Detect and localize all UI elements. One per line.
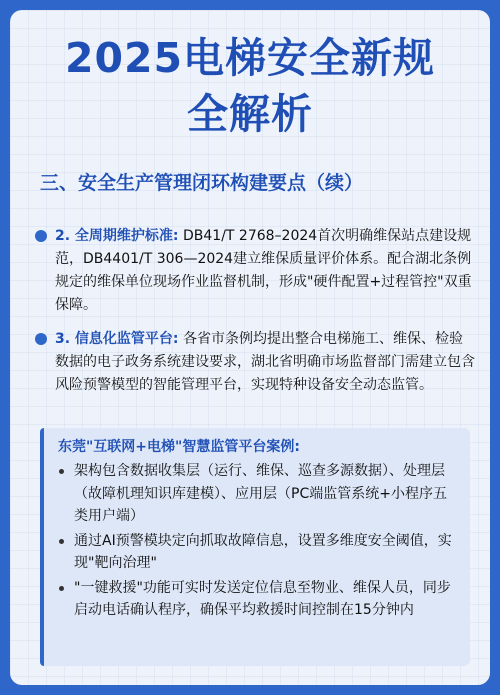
title-line-2: 全解析: [187, 90, 313, 138]
item-body: 各省市条例均提出整合电梯施工、维保、检验数据的电子政务系统建设要求，湖北省明确市场监督部门需建立包含风险预警模型的智能管理平台，实现特种设备安全动态监管。: [55, 331, 475, 393]
accent-bar: [40, 428, 44, 666]
case-points-list: [54, 460, 459, 624]
item-text: [55, 328, 475, 397]
item-body: DB41/T 2768–2024首次明确维保站点建设规范，DB4401/T 306—2024建立维保质量评价体系。配合湖北条例规定的维保单位现场作业监督机制，形成"硬件配置+过程管控"双重保障。: [55, 228, 472, 313]
case-point-text: 通过AI预警模块定向抓取故障信息，设置多维度安全阈值，实现"靶向治理": [74, 532, 452, 571]
case-study-box: [40, 428, 470, 666]
bullet-icon: [59, 469, 64, 474]
bullet-dot-icon: [35, 230, 47, 242]
section-heading: 三、安全生产管理闭环构建要点（续）: [40, 172, 364, 194]
case-point-text: "一键救援"功能可实时发送定位信息至物业、维保人员，同步启动电话确认程序，确保平均救援时间控制在15分钟内: [74, 579, 451, 618]
list-item: [35, 225, 475, 317]
title-line-1: 2025电梯安全新规: [64, 34, 436, 82]
list-item: [54, 530, 459, 575]
bullet-dot-icon: [35, 333, 47, 345]
bullet-icon: [59, 539, 64, 544]
case-title: 东莞"互联网+电梯"智慧监管平台案例:: [58, 439, 300, 455]
item-label: 3. 信息化监管平台:: [55, 331, 179, 347]
list-item: [35, 328, 475, 397]
list-item: [54, 460, 459, 528]
case-point-text: 架构包含数据收集层（运行、维保、巡查多源数据）、处理层（故障机理知识库建模）、应用层（PC端监管系统+小程序五类用户端）: [74, 463, 447, 524]
item-label: 2. 全周期维护标准:: [55, 228, 179, 244]
list-item: [54, 577, 459, 622]
content-card: [10, 10, 490, 685]
item-text: [55, 225, 475, 317]
bullet-icon: [59, 586, 64, 591]
page-title: [10, 30, 490, 142]
